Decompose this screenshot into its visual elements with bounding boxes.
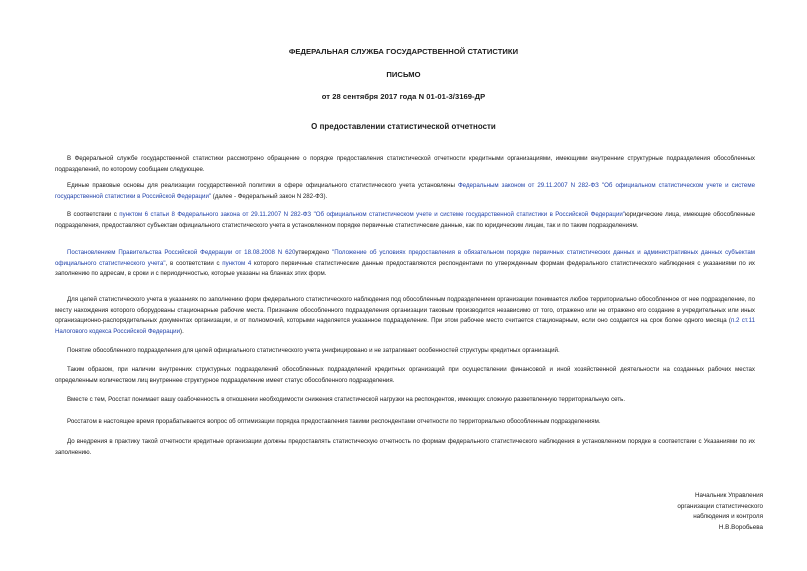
paragraph-7 <box>55 365 755 386</box>
signatory-position-line-3: наблюдения и контроля <box>693 513 763 521</box>
paragraph-3 <box>55 210 755 231</box>
paragraph-5 <box>55 295 755 337</box>
paragraph-text: В соответствии с <box>67 211 120 218</box>
paragraph-text: До внедрения в практику такой отчетности кредитные организации должны предоставлять статистическую отчетность по формам федерального статистического наблюдения в установленном порядке в соответствии с Указаниями по их заполнению. <box>55 438 755 456</box>
paragraph-text: , в соответствии с <box>165 259 223 267</box>
clause-4-link[interactable]: пунктом 4 <box>222 259 252 267</box>
document-date-number: от 28 сентября 2017 года N 01-01-3/3169-ДР <box>321 92 486 101</box>
signatory-name: Н.В.Воробьева <box>718 523 763 531</box>
paragraph-text: Вместе с тем, Росстат понимает вашу озабоченность в отношении необходимости снижения статистической нагрузки на респондентов, имеющих сложную разветвленную территориальную сеть. <box>67 396 626 403</box>
paragraph-text: юридические лица, имеющие обособленные подразделения, предоставляют субъектам официального статистического учета в установленном порядке первичные статистические данные, как по юридическим лицам, так и по таким подразделениям. <box>55 211 755 229</box>
paragraph-1 <box>55 154 755 175</box>
paragraph-6 <box>55 346 755 357</box>
paragraph-4 <box>55 248 755 280</box>
signature-block <box>677 491 763 533</box>
signatory-position-line-1: Начальник Управления <box>694 492 763 499</box>
document-type: ПИСЬМО <box>386 70 421 79</box>
paragraph-2 <box>55 181 755 202</box>
paragraph-10 <box>55 437 755 458</box>
paragraph-text: которого первичные статистические данные предоставляются респондентами по утвержденным формам федерального статистического наблюдения с указаниями по их заполнению по адресам, в сроки и с периодичностью, которые указаны на бланках этих форм. <box>55 259 756 278</box>
paragraph-text: утверждено <box>295 249 333 256</box>
paragraph-text: Единые правовые основы для реализации государственной политики в сфере официального статистического учета установлены <box>67 182 459 189</box>
paragraph-text: (далее - Федеральный закон N 282-ФЗ). <box>211 192 328 200</box>
issuing-organization: ФЕДЕРАЛЬНАЯ СЛУЖБА ГОСУДАРСТВЕННОЙ СТАТИСТИКИ <box>288 47 519 56</box>
paragraph-text: Таким образом, при наличии внутренних структурных подразделений обособленных подразделений кредитных организаций при осуществлении финансовой и иной хозяйственной деятельности на созданных рабочих местах определенным количеством лиц внутреннее структурное подразделение имеет статус обособленного подразделения. <box>55 366 755 384</box>
paragraph-text: Росстатом в настоящее время прорабатывается вопрос об оптимизации порядка предоставления такими респондентами отчетности по территориально обособленным подразделениям. <box>67 418 601 425</box>
paragraph-8 <box>55 395 755 406</box>
law-article-8-link[interactable]: пунктом 6 статьи 8 Федерального закона от 29.11.2007 N 282-ФЗ "Об официальном статистическом учете и системе государственной статистики в Российской Федерации" <box>119 211 625 218</box>
paragraph-9 <box>55 417 755 428</box>
paragraph-text: Понятие обособленного подразделения для целей официального статистического учета унифицировано и не затрагивает особенностей структуры кредитных организаций. <box>67 347 560 354</box>
paragraph-text: ). <box>180 327 184 335</box>
tax-code-link[interactable]: п.2 ст.11 Налогового кодекса Российской Федерации <box>55 317 755 335</box>
federal-law-282-link[interactable]: Федеральным законом от 29.11.2007 N 282-ФЗ "Об официальном статистическом учете и системе государственной статистики в Российской Федерации" <box>55 182 755 200</box>
government-decree-620-link[interactable]: Постановлением Правительства Российской Федерации от 18.08.2008 N 620 <box>67 249 296 256</box>
paragraph-text: В Федеральной службе государственной статистики рассмотрено обращение о порядке предоставления статистической отчетности кредитными организациями, имеющими внутренние структурные подразделения обособленных подразделений, по которому сообщаем следующее. <box>55 155 755 173</box>
paragraph-text: Для целей статистического учета в указаниях по заполнению форм федерального статистического наблюдения под обособленным подразделением организации понимается любое территориально обособленное от нее подразделение, по месту нахождения которого оборудованы стационарные рабочие места. Признание обособленного подразделения организации таковым производится независимо от того, отражено или не отражено его создание в учредительных или иных организационно-распорядительных документах организации, и от полномочий, которыми наделяется указанное подразделение. При этом рабочее место считается стационарным, если оно создается на срок более одного месяца ( <box>55 296 755 325</box>
signatory-position-line-2: организации статистического <box>677 502 763 510</box>
regulation-link[interactable]: "Положение об условиях предоставления в обязательном порядке первичных статистических данных и административных данных субъектам официального статистического учета" <box>55 249 755 267</box>
document-subject: О предоставлении статистической отчетности <box>311 122 496 131</box>
